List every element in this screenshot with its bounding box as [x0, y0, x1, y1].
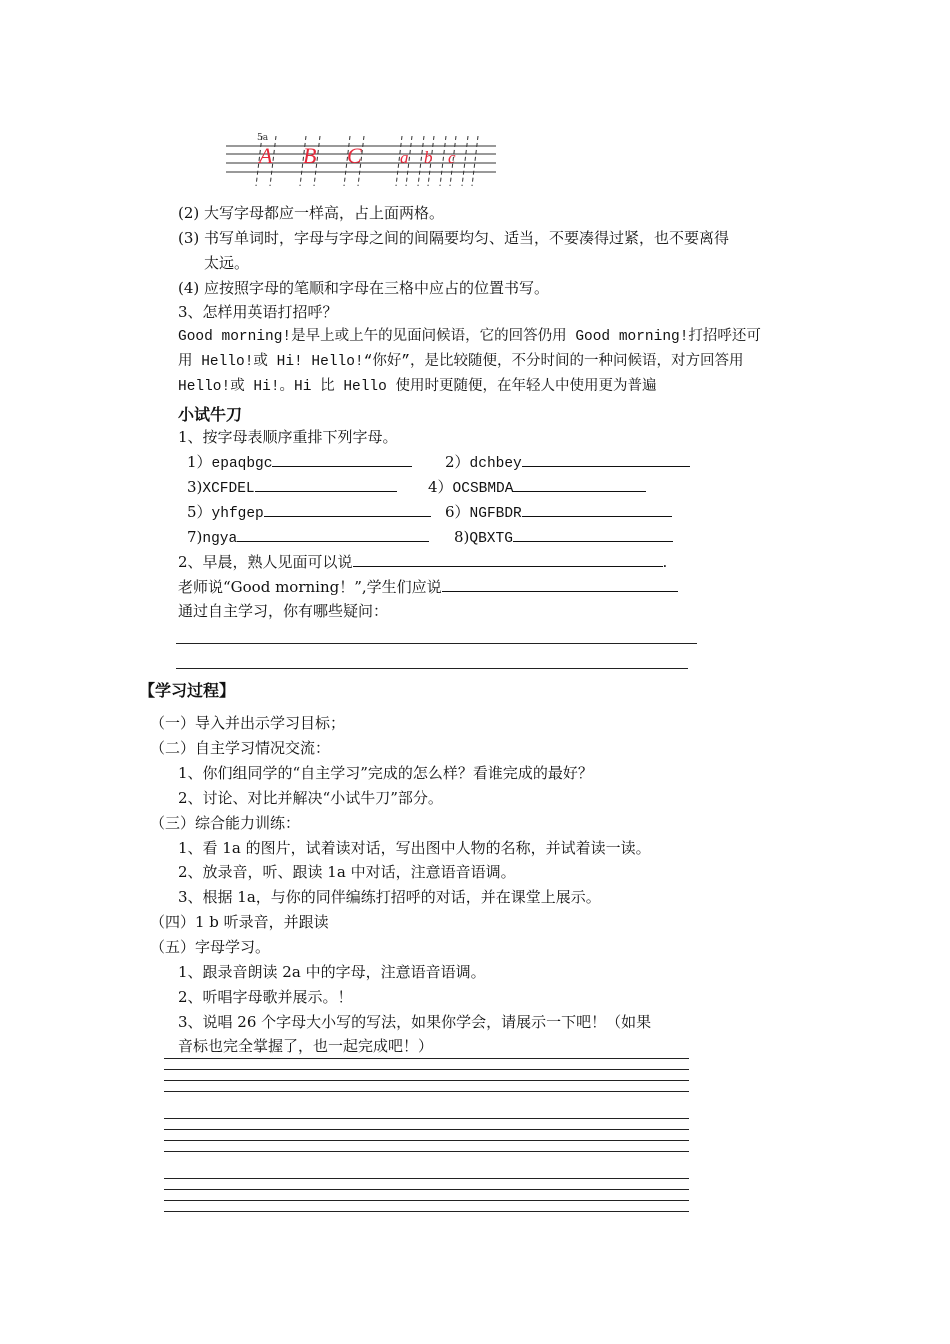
writing-line — [164, 1200, 689, 1201]
answer-blank[interactable] — [237, 527, 429, 542]
item-number: 8) — [454, 528, 470, 546]
rule-3: (3) 书写单词时，字母与字母之间的间隔要均匀、适当，不要凑得过紧，也不要离得 — [178, 229, 730, 247]
writing-line — [164, 1058, 689, 1059]
writing-line — [164, 1129, 689, 1130]
letter-writing-demo — [226, 128, 501, 190]
upper-letter-c: C — [347, 143, 362, 168]
item-letters: NGFBDR — [469, 506, 522, 522]
process-step-2-item-1: 1、你们组同学的“自主学习”完成的怎么样？看谁完成的最好？ — [178, 764, 593, 782]
lower-letter-a: a — [400, 148, 409, 167]
process-step-5-item-3-continued: 音标也完全掌握了，也一起完成吧！） — [178, 1037, 434, 1055]
writing-line — [164, 1118, 689, 1119]
answer-blank[interactable] — [264, 502, 431, 517]
item-letters: dchbey — [469, 456, 522, 472]
process-title: 【学习过程】 — [139, 681, 236, 700]
practice-title: 小试牛刀 — [178, 405, 243, 424]
writing-line — [164, 1151, 689, 1152]
answer-blank[interactable] — [522, 452, 690, 467]
item-number: 5） — [187, 503, 212, 521]
item-number: 4） — [428, 478, 453, 496]
upper-letter-a: A — [259, 143, 273, 168]
practice-q2 — [178, 552, 667, 572]
writing-line — [164, 1140, 689, 1141]
question-line-2[interactable] — [176, 668, 688, 669]
item-number: 1） — [187, 453, 212, 471]
practice-item-8 — [454, 527, 673, 549]
item-number: 2） — [445, 453, 470, 471]
process-step-2: （二）自主学习情况交流： — [150, 739, 331, 757]
process-step-5-item-1: 1、跟录音朗读 2a 中的字母，注意语音语调。 — [178, 963, 486, 981]
writing-line — [164, 1091, 689, 1092]
answer-blank[interactable] — [522, 502, 672, 517]
answer-blank[interactable] — [255, 477, 397, 492]
practice-q1: 1、按字母表顺序重排下列字母。 — [178, 428, 398, 446]
process-step-5: （五）字母学习。 — [150, 938, 271, 956]
item-number: 3) — [187, 478, 203, 496]
q3-answer-blank[interactable] — [442, 577, 678, 592]
item-number: 7) — [187, 528, 203, 546]
lower-letter-b: b — [424, 148, 433, 167]
practice-item-4 — [428, 477, 646, 499]
item-letters: ngya — [202, 531, 238, 547]
practice-item-2 — [445, 452, 690, 474]
practice-item-7 — [187, 527, 429, 549]
writing-line — [164, 1080, 689, 1081]
item-letters: epaqbgc — [211, 456, 273, 472]
rule-4: (4) 应按照字母的笔顺和字母在三格中应占的位置书写。 — [178, 279, 550, 297]
item-number: 6） — [445, 503, 470, 521]
process-step-3: （三）综合能力训练： — [150, 814, 301, 832]
practice-q4: 通过自主学习，你有哪些疑问： — [178, 602, 389, 620]
item-letters: XCFDEL — [202, 481, 255, 497]
greeting-line-3: Hello!或 Hi!。Hi 比 Hello 使用时更随便，在年轻人中使用更为普遍 — [178, 379, 657, 395]
writing-line — [164, 1069, 689, 1070]
writing-line — [164, 1211, 689, 1212]
q2-text: 2、早晨，熟人见面可以说 — [178, 553, 353, 571]
practice-q3 — [178, 577, 678, 597]
answer-blank[interactable] — [513, 527, 673, 542]
lower-letter-c: c — [448, 148, 456, 167]
rule-3-continued: 太远。 — [204, 254, 250, 272]
process-step-3-item-1: 1、看 1a 的图片，试着读对话，写出图中人物的名称，并试着读一读。 — [178, 839, 651, 857]
q3-text: 老师说“Good morning！”,学生们应说 — [178, 578, 442, 596]
letter-demo-label: 5a — [257, 133, 269, 143]
process-step-5-item-2: 2、听唱字母歌并展示。！ — [178, 988, 353, 1006]
item-letters: yhfgep — [211, 506, 264, 522]
practice-item-5 — [187, 502, 431, 524]
practice-item-3 — [187, 477, 397, 499]
process-step-1: （一）导入并出示学习目标； — [150, 714, 346, 732]
process-step-3-item-2: 2、放录音，听、跟读 1a 中对话，注意语音语调。 — [178, 863, 516, 881]
answer-blank[interactable] — [513, 477, 646, 492]
writing-line — [164, 1178, 689, 1179]
item-letters: QBXTG — [469, 531, 513, 547]
process-step-2-item-2: 2、讨论、对比并解决“小试牛刀”部分。 — [178, 789, 443, 807]
practice-item-6 — [445, 502, 672, 524]
practice-item-1 — [187, 452, 412, 474]
process-step-3-item-3: 3、根据 1a，与你的同伴编练打招呼的对话，并在课堂上展示。 — [178, 888, 601, 906]
greeting-line-2: 用 Hello!或 Hi! Hello!“你好”，是比较随便，不分时间的一种问候语，对方回答用 — [178, 354, 744, 370]
process-step-5-item-3: 3、说唱 26 个字母大小写的写法，如果你学会，请展示一下吧！（如果 — [178, 1013, 652, 1031]
item-letters: OCSBMDA — [452, 481, 514, 497]
greeting-heading: 3、怎样用英语打招呼？ — [178, 303, 338, 321]
question-line-1[interactable] — [176, 643, 697, 644]
writing-line — [164, 1189, 689, 1190]
q2-period: . — [662, 553, 668, 571]
process-step-4: （四）1 b 听录音，并跟读 — [150, 913, 329, 931]
answer-blank[interactable] — [272, 452, 412, 467]
q2-answer-blank[interactable] — [353, 552, 663, 567]
rule-2: (2) 大写字母都应一样高，占上面两格。 — [178, 204, 445, 222]
upper-letter-b: B — [303, 143, 317, 168]
greeting-line-1: Good morning!是早上或上午的见面问候语，它的回答仍用 Good morning!打招呼还可 — [178, 329, 761, 345]
